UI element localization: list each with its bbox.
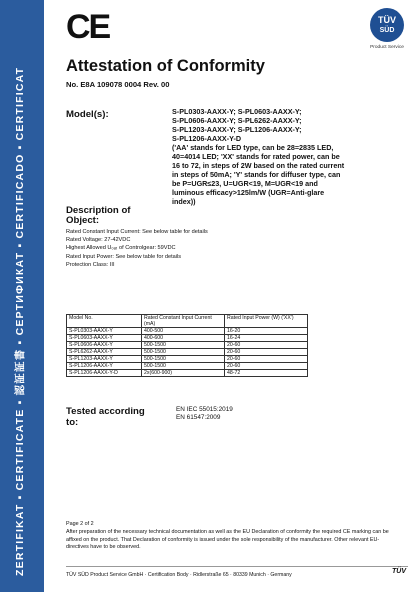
models-line: index)) — [172, 197, 196, 206]
models-line: S-PL1203-AAXX-Y; S-PL1206-AAXX-Y; — [172, 125, 302, 134]
description-line: Rated Input Power: See below table for details — [66, 253, 182, 260]
table-header-row — [67, 315, 308, 328]
table-row — [67, 335, 308, 342]
tuv-logo-icon: TÜV SÜD — [370, 8, 404, 42]
table-cell: 48-72 — [225, 370, 308, 377]
page-number: Page 2 of 2 — [66, 521, 94, 527]
table-cell: 500-1500 — [142, 342, 225, 349]
table-cell: 2x(600-900) — [142, 370, 225, 377]
table-cell: S-PL6262-AAXX-Y — [67, 349, 142, 356]
description-line: Protection Class: III — [66, 261, 115, 268]
models-line: S-PL0303-AAXX-Y; S-PL0603-AAXX-Y; — [172, 107, 302, 116]
table-row — [67, 370, 308, 377]
model-spec-table — [66, 314, 308, 377]
table-cell: 400-500 — [142, 328, 225, 335]
side-band — [0, 0, 44, 592]
table-header: Rated Input Power (W) ('XX') — [225, 315, 308, 328]
models-line: ('AA' stands for LED type, can be 28=2835 LED, — [172, 143, 334, 152]
tuv-logo-block — [364, 8, 410, 50]
table-cell: 20-60 — [225, 363, 308, 370]
table-row — [67, 363, 308, 370]
table-header: Model No. — [67, 315, 142, 328]
ce-mark: CE — [66, 8, 110, 46]
models-line: be P=UGR≤23, U=UGR<19, M=UGR<19 and — [172, 179, 318, 188]
table-row — [67, 356, 308, 363]
table-row — [67, 328, 308, 335]
footer-divider — [66, 566, 408, 567]
table-cell: 400-600 — [142, 335, 225, 342]
table-cell: S-PL1206-AAXX-Y-D — [67, 370, 142, 377]
models-label: Model(s): — [66, 109, 109, 120]
table-cell: 20-60 — [225, 356, 308, 363]
footer-tuv-logo: TÜV — [392, 568, 406, 575]
table-cell: 20-60 — [225, 349, 308, 356]
table-cell: 500-1500 — [142, 356, 225, 363]
table-cell: S-PL0606-AAXX-Y — [67, 342, 142, 349]
side-band-text: ZERTIFIKAT ▪ CERTIFICATE ▪ 認証証書 ▪ СЕРТИФИКАТ ▪ CERTIFICADO ▪ CERTIFICAT — [14, 66, 26, 576]
models-line: 16 to 72, in steps of 2W based on the rated current — [172, 161, 345, 170]
table-row — [67, 349, 308, 356]
table-header: Rated Constant Input Current (mA) — [142, 315, 225, 328]
description-line: Highest Allowed U₀ₐₜ of Controlgear: 59VDC — [66, 245, 176, 252]
models-line: S-PL0606-AAXX-Y; S-PL6262-AAXX-Y; — [172, 116, 302, 125]
table-cell: S-PL1206-AAXX-Y — [67, 363, 142, 370]
standard-item: EN IEC 55015:2019 — [176, 406, 233, 413]
description-block — [66, 228, 208, 269]
description-label: Description of Object: — [66, 205, 131, 226]
models-list — [172, 107, 382, 206]
table-cell: S-PL1203-AAXX-Y — [67, 356, 142, 363]
models-line: 40=4014 LED; 'XX' stands for rated power, can be — [172, 152, 340, 161]
table-cell: S-PL0303-AAXX-Y — [67, 328, 142, 335]
models-line: in steps of 50mA; 'Y' stands for diffuser type, can — [172, 170, 341, 179]
table-cell: 16-24 — [225, 335, 308, 342]
certificate-number: No. E8A 109078 0004 Rev. 00 — [66, 80, 170, 89]
table-row — [67, 342, 308, 349]
tested-label: Tested according to: — [66, 406, 145, 428]
standard-item: EN 61547:2009 — [176, 414, 221, 421]
table-cell: 500-1500 — [142, 363, 225, 370]
models-line: S-PL1206-AAXX-Y-D — [172, 134, 242, 143]
document-title: Attestation of Conformity — [66, 57, 265, 75]
table-cell: 16-20 — [225, 328, 308, 335]
standards-list — [176, 406, 233, 422]
table-cell: 500-1500 — [142, 349, 225, 356]
description-line: Rated Constant Input Current: See below table for details — [66, 229, 208, 235]
tuv-subtitle: Product Service — [370, 45, 404, 50]
models-line: luminous efficacy>125lm/W (UGR=Anti-glare — [172, 188, 325, 197]
footer-note: After preparation of the necessary technical documentation as well as the EU Declaration of conformity the required CE marking can be affixed on the product. That Declaration of conformity is issued under the sole responsibility of the manufacturer. Other relevant EU-directives have to be observed. — [66, 529, 389, 551]
footer-address: TÜV SÜD Product Service GmbH · Certification Body · Ridlerstraße 65 · 80339 Munich · Germany — [66, 572, 292, 578]
description-line: Rated Voltage: 27-42VDC — [66, 237, 131, 244]
table-cell: 20-60 — [225, 342, 308, 349]
table-cell: S-PL0603-AAXX-Y — [67, 335, 142, 342]
